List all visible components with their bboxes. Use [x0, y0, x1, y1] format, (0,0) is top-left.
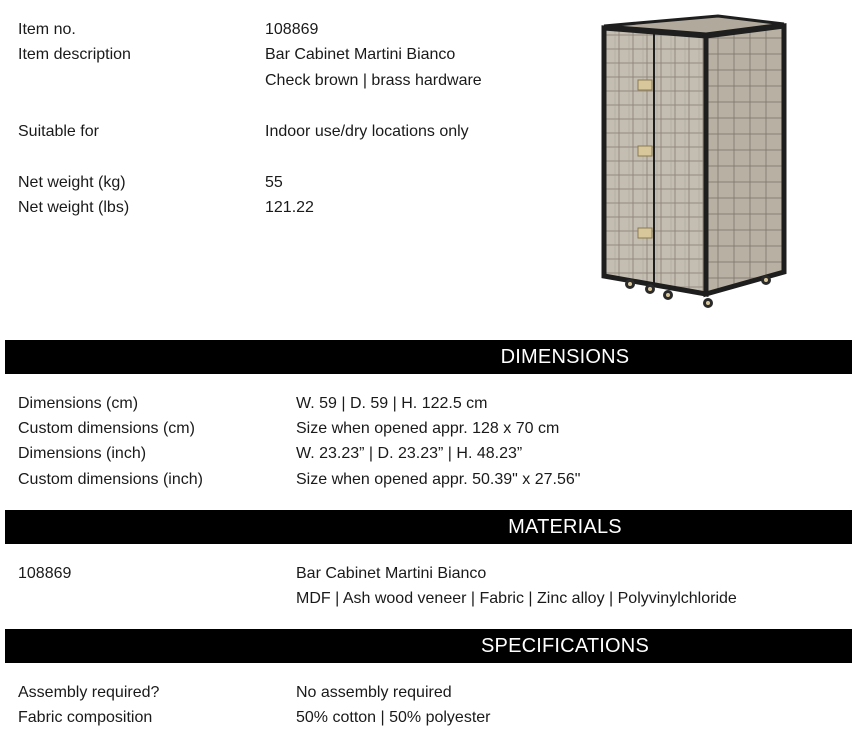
dimensions-inch-label: Dimensions (inch): [18, 445, 147, 462]
item-no-label: Item no.: [18, 21, 76, 38]
dimensions-cm-label: Dimensions (cm): [18, 395, 139, 412]
custom-dimensions-inch-label: Custom dimensions (inch): [18, 471, 203, 488]
net-weight-lbs-label: Net weight (lbs): [18, 199, 130, 216]
specifications-title: SPECIFICATIONS: [480, 635, 649, 657]
item-description-detail: Check brown | brass hardware: [265, 72, 482, 89]
dimensions-inch-value: W. 23.23” | D. 23.23” | H. 48.23”: [296, 445, 523, 462]
net-weight-kg-label: Net weight (kg): [18, 174, 126, 191]
materials-title: MATERIALS: [508, 516, 622, 538]
fabric-composition-label: Fabric composition: [18, 709, 153, 726]
materials-item-name: Bar Cabinet Martini Bianco: [296, 565, 487, 582]
dimensions-cm-value: W. 59 | D. 59 | H. 122.5 cm: [296, 395, 488, 412]
net-weight-lbs-value: 121.22: [265, 199, 314, 216]
suitable-for-value: Indoor use/dry locations only: [265, 123, 469, 140]
specifications-section-header: [5, 629, 852, 663]
materials-section-header: [5, 510, 852, 544]
assembly-required-label: Assembly required?: [18, 684, 160, 701]
dimensions-section-header: [5, 340, 852, 374]
item-description-label: Item description: [18, 46, 131, 63]
assembly-required-value: No assembly required: [296, 684, 452, 701]
dimensions-title: DIMENSIONS: [500, 346, 630, 368]
materials-item-label: 108869: [18, 565, 72, 582]
product-image: [598, 14, 794, 314]
net-weight-kg-value: 55: [265, 174, 283, 191]
suitable-for-label: Suitable for: [18, 123, 99, 140]
fabric-composition-value: 50% cotton | 50% polyester: [296, 709, 491, 726]
custom-dimensions-cm-value: Size when opened appr. 128 x 70 cm: [296, 420, 560, 437]
item-description-value: Bar Cabinet Martini Bianco: [265, 46, 456, 63]
custom-dimensions-cm-label: Custom dimensions (cm): [18, 420, 195, 437]
materials-item-composition: MDF | Ash wood veneer | Fabric | Zinc alloy | Polyvinylchloride: [296, 590, 737, 607]
item-no-value: 108869: [265, 21, 319, 38]
custom-dimensions-inch-value: Size when opened appr. 50.39" x 27.56": [296, 471, 581, 488]
